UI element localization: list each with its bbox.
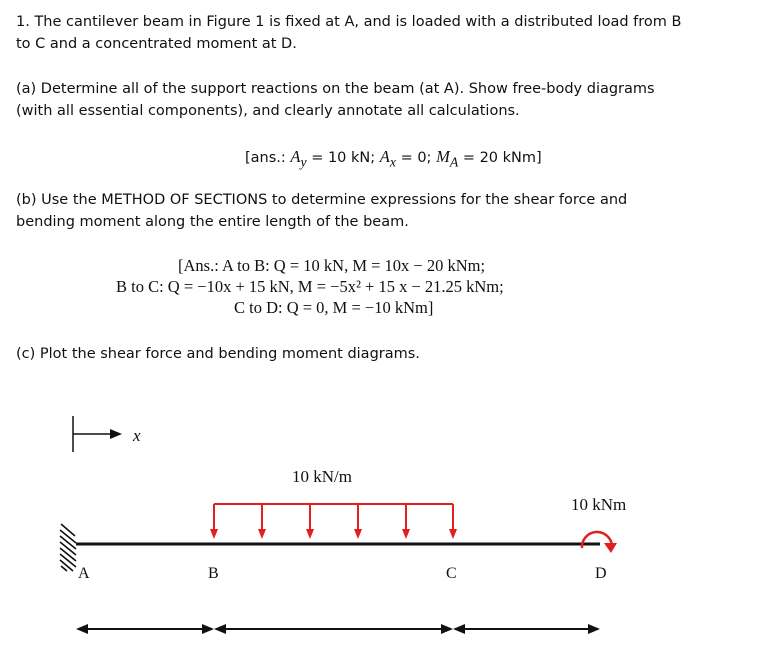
part-b-answer-1: [Ans.: A to B: Q = 10 kN, M = 10x − 20 kNm; [178, 256, 486, 275]
ay-symbol: A [290, 147, 301, 166]
point-c-label: C [446, 565, 457, 582]
ma-subscript: A [449, 154, 459, 170]
fixed-support-hatch [60, 524, 76, 571]
point-a-label: A [78, 565, 90, 582]
ay-subscript: y [300, 154, 307, 170]
problem-line-1: 1. The cantilever beam in Figure 1 is fixed at A, and is loaded with a distributed load from B [16, 14, 682, 30]
x-axis-label: x [133, 426, 141, 445]
ma-symbol: M [436, 147, 450, 166]
distributed-load [214, 504, 453, 534]
moment-arrow-icon [582, 532, 617, 553]
x-axis-indicator [73, 416, 141, 452]
ax-subscript: x [389, 154, 396, 170]
part-b-answer-2: B to C: Q = −10x + 15 kN, M = −5x² + 15 x − 21.25 kNm; [116, 277, 504, 296]
ay-value: = 10 kN; [306, 150, 380, 166]
moment-label: 10 kNm [571, 495, 627, 514]
ans-prefix: [ans.: [245, 150, 291, 166]
part-a-line-2: (with all essential components), and clearly annotate all calculations. [16, 103, 520, 119]
ma-value: = 20 kNm] [458, 150, 542, 166]
part-b-answer-3: C to D: Q = 0, M = −10 kNm] [234, 298, 434, 317]
part-c-line-1: (c) Plot the shear force and bending moment diagrams. [16, 346, 420, 362]
load-label: 10 kN/m [292, 467, 352, 486]
part-b-line-2: bending moment along the entire length of the beam. [16, 214, 409, 230]
point-d-label: D [595, 565, 607, 582]
problem-line-2: to C and a concentrated moment at D. [16, 36, 297, 52]
ax-value: = 0; [395, 150, 437, 166]
dimension-lines [76, 624, 600, 634]
part-a-line-1: (a) Determine all of the support reactions on the beam (at A). Show free-body diagrams [16, 81, 655, 97]
point-b-label: B [208, 565, 219, 582]
part-b-line-1: (b) Use the METHOD OF SECTIONS to determine expressions for the shear force and [16, 192, 628, 208]
ax-symbol: A [379, 147, 390, 166]
